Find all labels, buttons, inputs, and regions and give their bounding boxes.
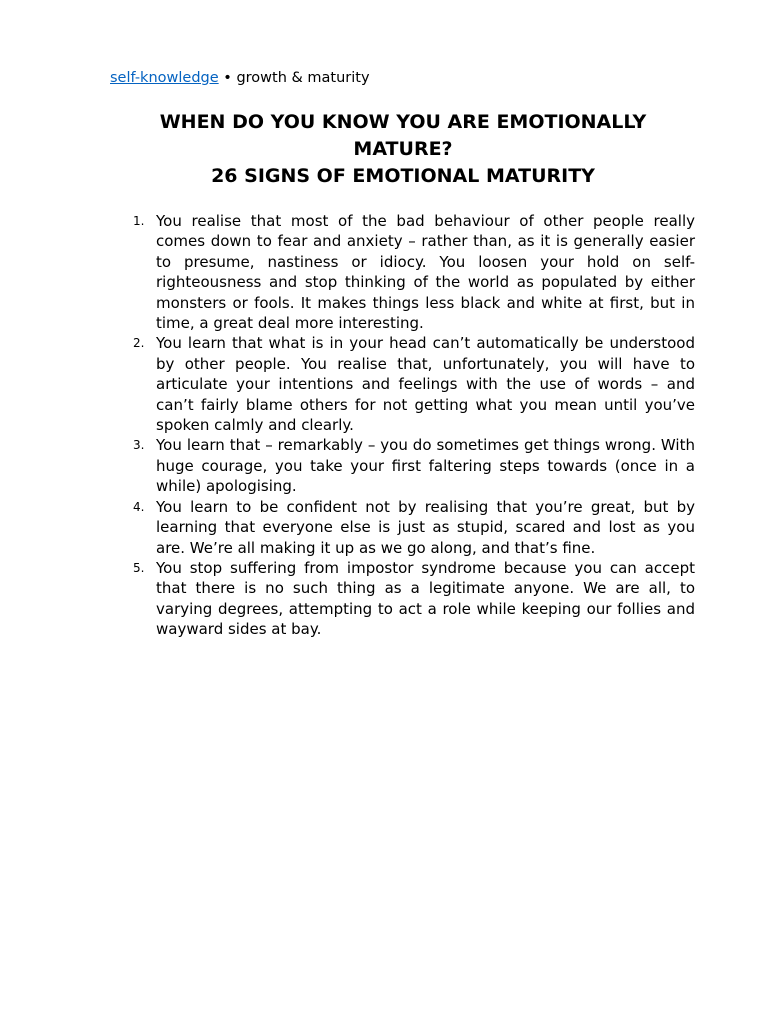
page-subtitle: 26 SIGNS OF EMOTIONAL MATURITY <box>211 165 595 187</box>
breadcrumb <box>110 68 370 88</box>
breadcrumb-link-self-knowledge[interactable]: self-knowledge <box>110 70 219 86</box>
page-title-line-2: MATURE? <box>353 138 453 160</box>
list-item-text: You learn to be confident not by realising that you’re great, but by learning that everyone else is just as stupid, scared and lost as you are. We’re all making it up as we go along, and that’s fine. <box>156 497 695 557</box>
list-item <box>110 211 695 333</box>
list-item-number: 1. <box>133 214 145 228</box>
list-item-number: 5. <box>133 560 145 575</box>
list-item-number: 4. <box>133 499 145 514</box>
breadcrumb-separator: • <box>223 70 232 86</box>
page-title-line-1: WHEN DO YOU KNOW YOU ARE EMOTIONALLY <box>159 111 647 133</box>
list-item-number: 3. <box>133 438 145 453</box>
list-item-text: You learn that what is in your head can’t automatically be understood by other people. You realise that, unfortunately, you will have to articulate your intentions and feelings with the use of words – and can’t fairly blame others for not getting what you mean until you’ve spoken calmly and clearly. <box>156 334 695 435</box>
list-item <box>110 333 695 435</box>
list-item-number: 2. <box>133 336 145 351</box>
list-item <box>110 558 695 640</box>
signs-list <box>110 211 695 640</box>
breadcrumb-category: growth & maturity <box>236 70 370 86</box>
list-item <box>110 497 695 558</box>
list-item <box>110 435 695 496</box>
list-item-text: You learn that – remarkably – you do sometimes get things wrong. With huge courage, you take your first faltering steps towards (once in a while) apologising. <box>156 436 695 496</box>
list-item-text: You stop suffering from impostor syndrome because you can accept that there is no such thing as a legitimate anyone. We are all, to varying degrees, attempting to act a role while keeping our follies and wayward sides at bay. <box>156 558 695 639</box>
list-item-text: You realise that most of the bad behaviour of other people really comes down to fear and anxiety – rather than, as it is generally easier to presume, nastiness or idiocy. You loosen your hold on self-righteousness and stop thinking of the world as populated by either monsters or fools. It makes things less black and white at first, but in time, a great deal more interesting. <box>156 212 695 333</box>
